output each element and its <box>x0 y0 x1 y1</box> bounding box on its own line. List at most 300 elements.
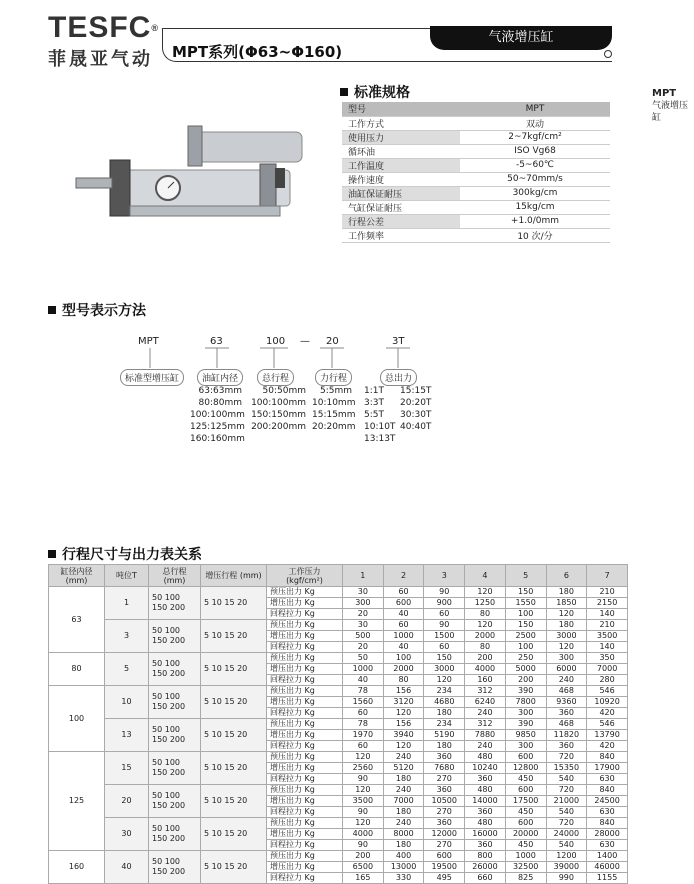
force-value-cell: 1000 <box>383 631 424 642</box>
force-value-cell: 1850 <box>546 598 587 609</box>
force-type-label: 增压出力 Kg <box>267 598 343 609</box>
force-value-cell: 234 <box>424 686 465 697</box>
boost-stroke-cell: 5 10 15 20 <box>201 752 267 785</box>
force-value-cell: 495 <box>424 873 465 884</box>
bore-option: 63:63mm <box>198 386 242 396</box>
force-value-cell: 200 <box>465 653 506 664</box>
model-code-force: 3T <box>392 336 405 347</box>
force-value-cell: 100 <box>383 653 424 664</box>
spec-row <box>342 172 610 186</box>
force-value-cell: 100 <box>505 609 546 620</box>
force-value-cell: 3120 <box>383 697 424 708</box>
force-option: 5:5T <box>364 410 384 420</box>
stroke-option: 100:100mm <box>251 398 306 408</box>
force-value-cell: 546 <box>587 719 628 730</box>
spec-key: 工作频率 <box>342 228 460 242</box>
spec-key: 循环油 <box>342 144 460 158</box>
force-value-cell: 330 <box>383 873 424 884</box>
force-value-cell: 540 <box>546 840 587 851</box>
header-dot <box>604 50 612 58</box>
power-stroke-options <box>312 385 356 433</box>
force-value-cell: 90 <box>424 620 465 631</box>
brand-name-en: TESFC <box>48 11 152 44</box>
force-value-cell: 450 <box>505 774 546 785</box>
table-heading-text: 行程尺寸与出力表关系 <box>62 547 202 563</box>
bore-cell: 160 <box>49 851 105 884</box>
force-value-cell: 7680 <box>424 763 465 774</box>
brand-name-cn: 菲晟亚气动 <box>48 49 153 70</box>
column-header: 3 <box>424 565 465 587</box>
force-option: 13:13T <box>364 434 396 444</box>
cylinder-product-image <box>70 112 310 242</box>
total-stroke-cell: 50 100 150 200 <box>149 620 201 653</box>
total-stroke-cell: 50 100 150 200 <box>149 686 201 719</box>
stroke-option: 200:200mm <box>251 422 306 432</box>
table-row <box>49 653 628 664</box>
force-value-cell: 78 <box>343 686 384 697</box>
force-value-cell: 8000 <box>383 829 424 840</box>
force-value-cell: 40 <box>343 675 384 686</box>
spec-row <box>342 214 610 228</box>
force-value-cell: 4000 <box>343 829 384 840</box>
total-stroke-cell: 50 100 150 200 <box>149 587 201 620</box>
force-value-cell: 39000 <box>546 862 587 873</box>
force-value-cell: 40 <box>383 642 424 653</box>
table-heading <box>48 544 202 564</box>
force-value-cell: 360 <box>465 807 506 818</box>
force-type-label: 增压出力 Kg <box>267 697 343 708</box>
force-value-cell: 840 <box>587 752 628 763</box>
boost-stroke-cell: 5 10 15 20 <box>201 818 267 851</box>
table-row <box>49 620 628 631</box>
force-value-cell: 150 <box>505 620 546 631</box>
force-value-cell: 7800 <box>505 697 546 708</box>
force-value-cell: 26000 <box>465 862 506 873</box>
force-value-cell: 13000 <box>383 862 424 873</box>
bore-option: 100:100mm <box>190 410 245 420</box>
force-value-cell: 660 <box>465 873 506 884</box>
force-value-cell: 312 <box>465 719 506 730</box>
spec-value: +1.0/0mm <box>460 214 610 228</box>
spec-value: 50~70mm/s <box>460 172 610 186</box>
force-value-cell: 1000 <box>343 664 384 675</box>
boost-stroke-cell: 5 10 15 20 <box>201 653 267 686</box>
force-value-cell: 900 <box>424 598 465 609</box>
spec-value: 15kg/cm <box>460 200 610 214</box>
force-table <box>48 564 628 884</box>
spec-row <box>342 228 610 242</box>
force-value-cell: 7000 <box>587 664 628 675</box>
spec-row <box>342 130 610 144</box>
force-type-label: 增压出力 Kg <box>267 664 343 675</box>
bore-option: 160:160mm <box>190 434 245 444</box>
force-value-cell: 9360 <box>546 697 587 708</box>
force-value-cell: 420 <box>587 741 628 752</box>
force-value-cell: 11820 <box>546 730 587 741</box>
tonnage-cell: 20 <box>105 785 149 818</box>
heading-bullet <box>340 88 348 96</box>
force-value-cell: 240 <box>383 785 424 796</box>
force-value-cell: 80 <box>383 675 424 686</box>
force-type-label: 预压出力 Kg <box>267 719 343 730</box>
force-value-cell: 270 <box>424 774 465 785</box>
force-value-cell: 120 <box>343 752 384 763</box>
tonnage-cell: 10 <box>105 686 149 719</box>
boost-stroke-cell: 5 10 15 20 <box>201 785 267 818</box>
force-options-a <box>364 385 394 445</box>
column-header: 工作压力 (kgf/cm²) <box>267 565 343 587</box>
total-stroke-cell: 50 100 150 200 <box>149 752 201 785</box>
model-heading-text: 型号表示方法 <box>62 303 146 319</box>
force-type-label: 回程拉力 Kg <box>267 873 343 884</box>
force-value-cell: 12000 <box>424 829 465 840</box>
heading-bullet <box>48 550 56 558</box>
force-value-cell: 360 <box>465 840 506 851</box>
spec-key: 油缸保证耐压 <box>342 186 460 200</box>
tonnage-cell: 40 <box>105 851 149 884</box>
tonnage-cell: 13 <box>105 719 149 752</box>
spec-value: ISO Vg68 <box>460 144 610 158</box>
force-value-cell: 270 <box>424 807 465 818</box>
force-value-cell: 17500 <box>505 796 546 807</box>
table-row <box>49 686 628 697</box>
spec-value: -5~60℃ <box>460 158 610 172</box>
force-type-label: 增压出力 Kg <box>267 862 343 873</box>
force-value-cell: 240 <box>465 741 506 752</box>
force-value-cell: 825 <box>505 873 546 884</box>
force-value-cell: 60 <box>424 609 465 620</box>
model-code-power: 20 <box>326 336 339 347</box>
spec-key: 行程公差 <box>342 214 460 228</box>
force-value-cell: 800 <box>465 851 506 862</box>
side-tab <box>652 88 694 124</box>
series-title: MPT系列(Φ63~Φ160) <box>172 43 343 61</box>
force-value-cell: 720 <box>546 752 587 763</box>
force-value-cell: 4680 <box>424 697 465 708</box>
force-value-cell: 600 <box>505 785 546 796</box>
column-header: 1 <box>343 565 384 587</box>
force-value-cell: 120 <box>546 642 587 653</box>
force-value-cell: 30 <box>343 587 384 598</box>
force-type-label: 预压出力 Kg <box>267 620 343 631</box>
model-label-series: 标准型增压缸 <box>120 369 184 386</box>
force-value-cell: 78 <box>343 719 384 730</box>
force-value-cell: 360 <box>465 774 506 785</box>
spec-key: 工作方式 <box>342 116 460 130</box>
spec-key: 型号 <box>342 102 460 116</box>
force-value-cell: 3000 <box>546 631 587 642</box>
force-option: 3:3T <box>364 398 384 408</box>
column-header: 总行程 (mm) <box>149 565 201 587</box>
stroke-option: 150:150mm <box>251 410 306 420</box>
force-type-label: 预压出力 Kg <box>267 818 343 829</box>
force-value-cell: 630 <box>587 840 628 851</box>
column-header: 增压行程 (mm) <box>201 565 267 587</box>
force-option: 15:15T <box>400 386 432 396</box>
force-value-cell: 240 <box>383 752 424 763</box>
force-value-cell: 150 <box>505 587 546 598</box>
boost-stroke-cell: 5 10 15 20 <box>201 587 267 620</box>
force-value-cell: 540 <box>546 807 587 818</box>
force-value-cell: 7880 <box>465 730 506 741</box>
force-value-cell: 1560 <box>343 697 384 708</box>
category-tab: 气液增压缸 <box>430 26 612 50</box>
power-stroke-option: 15:15mm <box>312 410 356 420</box>
table-row <box>49 818 628 829</box>
force-type-label: 回程拉力 Kg <box>267 609 343 620</box>
force-type-label: 预压出力 Kg <box>267 653 343 664</box>
tonnage-cell: 15 <box>105 752 149 785</box>
force-type-label: 回程拉力 Kg <box>267 708 343 719</box>
force-value-cell: 1970 <box>343 730 384 741</box>
force-value-cell: 20 <box>343 609 384 620</box>
force-type-label: 预压出力 Kg <box>267 851 343 862</box>
model-code-dash: — <box>300 336 310 347</box>
force-value-cell: 46000 <box>587 862 628 873</box>
force-value-cell: 1200 <box>546 851 587 862</box>
force-type-label: 预压出力 Kg <box>267 752 343 763</box>
force-value-cell: 2150 <box>587 598 628 609</box>
force-value-cell: 100 <box>505 642 546 653</box>
spec-value: 300kg/cm <box>460 186 610 200</box>
force-value-cell: 4000 <box>465 664 506 675</box>
force-value-cell: 210 <box>587 620 628 631</box>
force-value-cell: 28000 <box>587 829 628 840</box>
force-value-cell: 600 <box>505 818 546 829</box>
column-header: 7 <box>587 565 628 587</box>
spec-row <box>342 102 610 116</box>
total-stroke-cell: 50 100 150 200 <box>149 851 201 884</box>
force-value-cell: 234 <box>424 719 465 730</box>
force-value-cell: 400 <box>383 851 424 862</box>
power-stroke-option: 20:20mm <box>312 422 356 432</box>
stroke-options <box>250 385 306 433</box>
force-value-cell: 3940 <box>383 730 424 741</box>
force-value-cell: 24000 <box>546 829 587 840</box>
column-header: 6 <box>546 565 587 587</box>
force-type-label: 回程拉力 Kg <box>267 840 343 851</box>
force-type-label: 增压出力 Kg <box>267 763 343 774</box>
force-value-cell: 500 <box>343 631 384 642</box>
force-value-cell: 300 <box>343 598 384 609</box>
force-value-cell: 90 <box>343 807 384 818</box>
force-value-cell: 1250 <box>465 598 506 609</box>
spec-value: 2~7kgf/cm² <box>460 130 610 144</box>
force-value-cell: 156 <box>383 686 424 697</box>
force-value-cell: 156 <box>383 719 424 730</box>
force-value-cell: 165 <box>343 873 384 884</box>
force-type-label: 增压出力 Kg <box>267 796 343 807</box>
side-tab-name: 气液增压缸 <box>652 101 689 123</box>
heading-bullet <box>48 306 56 314</box>
bore-option: 80:80mm <box>198 398 242 408</box>
force-value-cell: 60 <box>424 642 465 653</box>
force-value-cell: 120 <box>424 675 465 686</box>
model-heading <box>48 300 146 320</box>
force-value-cell: 350 <box>587 653 628 664</box>
force-type-label: 回程拉力 Kg <box>267 807 343 818</box>
model-label-power: 力行程 <box>315 369 352 386</box>
force-value-cell: 600 <box>383 598 424 609</box>
force-value-cell: 450 <box>505 840 546 851</box>
force-value-cell: 6000 <box>546 664 587 675</box>
force-value-cell: 24500 <box>587 796 628 807</box>
model-code-bore: 63 <box>210 336 223 347</box>
bore-cell: 63 <box>49 587 105 653</box>
tonnage-cell: 30 <box>105 818 149 851</box>
force-value-cell: 60 <box>343 741 384 752</box>
force-type-label: 增压出力 Kg <box>267 829 343 840</box>
force-value-cell: 160 <box>465 675 506 686</box>
force-option: 30:30T <box>400 410 432 420</box>
boost-stroke-cell: 5 10 15 20 <box>201 686 267 719</box>
tonnage-cell: 5 <box>105 653 149 686</box>
force-value-cell: 840 <box>587 785 628 796</box>
power-stroke-option: 5:5mm <box>319 386 352 396</box>
tonnage-cell: 3 <box>105 620 149 653</box>
force-value-cell: 17900 <box>587 763 628 774</box>
force-value-cell: 240 <box>465 708 506 719</box>
bore-cell: 80 <box>49 653 105 686</box>
force-value-cell: 1155 <box>587 873 628 884</box>
registered-mark: ® <box>151 23 159 33</box>
model-code-stroke: 100 <box>266 336 286 347</box>
force-value-cell: 10920 <box>587 697 628 708</box>
force-value-cell: 630 <box>587 807 628 818</box>
spec-value: 10 次/分 <box>460 228 610 242</box>
spec-table <box>342 102 610 243</box>
force-value-cell: 990 <box>546 873 587 884</box>
force-value-cell: 180 <box>424 708 465 719</box>
force-value-cell: 390 <box>505 719 546 730</box>
force-type-label: 增压出力 Kg <box>267 631 343 642</box>
force-value-cell: 7000 <box>383 796 424 807</box>
force-value-cell: 546 <box>587 686 628 697</box>
force-value-cell: 21000 <box>546 796 587 807</box>
spec-value: 双动 <box>460 116 610 130</box>
spec-heading <box>340 82 410 102</box>
force-value-cell: 210 <box>587 587 628 598</box>
force-value-cell: 120 <box>343 785 384 796</box>
force-type-label: 增压出力 Kg <box>267 730 343 741</box>
force-value-cell: 90 <box>424 587 465 598</box>
bore-options <box>190 385 245 445</box>
force-value-cell: 180 <box>383 774 424 785</box>
spec-value: MPT <box>460 102 610 116</box>
force-value-cell: 180 <box>383 840 424 851</box>
force-value-cell: 90 <box>343 840 384 851</box>
force-value-cell: 9850 <box>505 730 546 741</box>
force-option: 20:20T <box>400 398 432 408</box>
power-stroke-option: 10:10mm <box>312 398 356 408</box>
force-value-cell: 140 <box>587 642 628 653</box>
force-value-cell: 312 <box>465 686 506 697</box>
force-value-cell: 140 <box>587 609 628 620</box>
spec-key: 使用压力 <box>342 130 460 144</box>
force-value-cell: 60 <box>343 708 384 719</box>
force-value-cell: 15350 <box>546 763 587 774</box>
spec-row <box>342 116 610 130</box>
column-header: 吨位T <box>105 565 149 587</box>
force-value-cell: 10500 <box>424 796 465 807</box>
force-value-cell: 180 <box>424 741 465 752</box>
force-value-cell: 5000 <box>505 664 546 675</box>
force-value-cell: 60 <box>383 587 424 598</box>
force-value-cell: 50 <box>343 653 384 664</box>
force-value-cell: 450 <box>505 807 546 818</box>
force-value-cell: 120 <box>383 741 424 752</box>
force-value-cell: 120 <box>465 587 506 598</box>
bore-cell: 125 <box>49 752 105 851</box>
force-value-cell: 420 <box>587 708 628 719</box>
column-header: 2 <box>383 565 424 587</box>
spec-row <box>342 200 610 214</box>
force-value-cell: 30 <box>343 620 384 631</box>
model-label-stroke: 总行程 <box>257 369 294 386</box>
force-value-cell: 360 <box>424 818 465 829</box>
force-type-label: 预压出力 Kg <box>267 686 343 697</box>
spec-key: 工作温度 <box>342 158 460 172</box>
force-value-cell: 1000 <box>505 851 546 862</box>
boost-stroke-cell: 5 10 15 20 <box>201 620 267 653</box>
force-value-cell: 1550 <box>505 598 546 609</box>
force-value-cell: 480 <box>465 818 506 829</box>
bore-option: 125:125mm <box>190 422 245 432</box>
force-value-cell: 80 <box>465 642 506 653</box>
force-option: 40:40T <box>400 422 432 432</box>
force-value-cell: 200 <box>343 851 384 862</box>
force-value-cell: 180 <box>546 587 587 598</box>
force-value-cell: 250 <box>505 653 546 664</box>
force-type-label: 回程拉力 Kg <box>267 642 343 653</box>
force-value-cell: 3000 <box>424 664 465 675</box>
force-value-cell: 540 <box>546 774 587 785</box>
force-options-b <box>400 385 432 433</box>
force-value-cell: 600 <box>505 752 546 763</box>
force-value-cell: 120 <box>465 620 506 631</box>
force-value-cell: 2000 <box>465 631 506 642</box>
column-header: 5 <box>505 565 546 587</box>
model-label-force: 总出力 <box>380 369 417 386</box>
force-value-cell: 300 <box>505 741 546 752</box>
force-value-cell: 240 <box>383 818 424 829</box>
spec-key: 操作速度 <box>342 172 460 186</box>
force-value-cell: 720 <box>546 785 587 796</box>
force-value-cell: 180 <box>383 807 424 818</box>
table-header-row <box>49 565 628 587</box>
force-value-cell: 3500 <box>343 796 384 807</box>
force-value-cell: 6240 <box>465 697 506 708</box>
force-value-cell: 80 <box>465 609 506 620</box>
force-value-cell: 40 <box>383 609 424 620</box>
boost-stroke-cell: 5 10 15 20 <box>201 851 267 884</box>
force-value-cell: 120 <box>546 609 587 620</box>
force-value-cell: 32500 <box>505 862 546 873</box>
force-value-cell: 6500 <box>343 862 384 873</box>
force-value-cell: 120 <box>343 818 384 829</box>
force-value-cell: 2000 <box>383 664 424 675</box>
force-value-cell: 150 <box>424 653 465 664</box>
force-value-cell: 120 <box>383 708 424 719</box>
force-value-cell: 180 <box>546 620 587 631</box>
force-value-cell: 20 <box>343 642 384 653</box>
force-value-cell: 360 <box>546 741 587 752</box>
force-value-cell: 16000 <box>465 829 506 840</box>
spec-row <box>342 144 610 158</box>
force-value-cell: 360 <box>546 708 587 719</box>
brand-logo <box>48 11 159 71</box>
force-type-label: 预压出力 Kg <box>267 587 343 598</box>
